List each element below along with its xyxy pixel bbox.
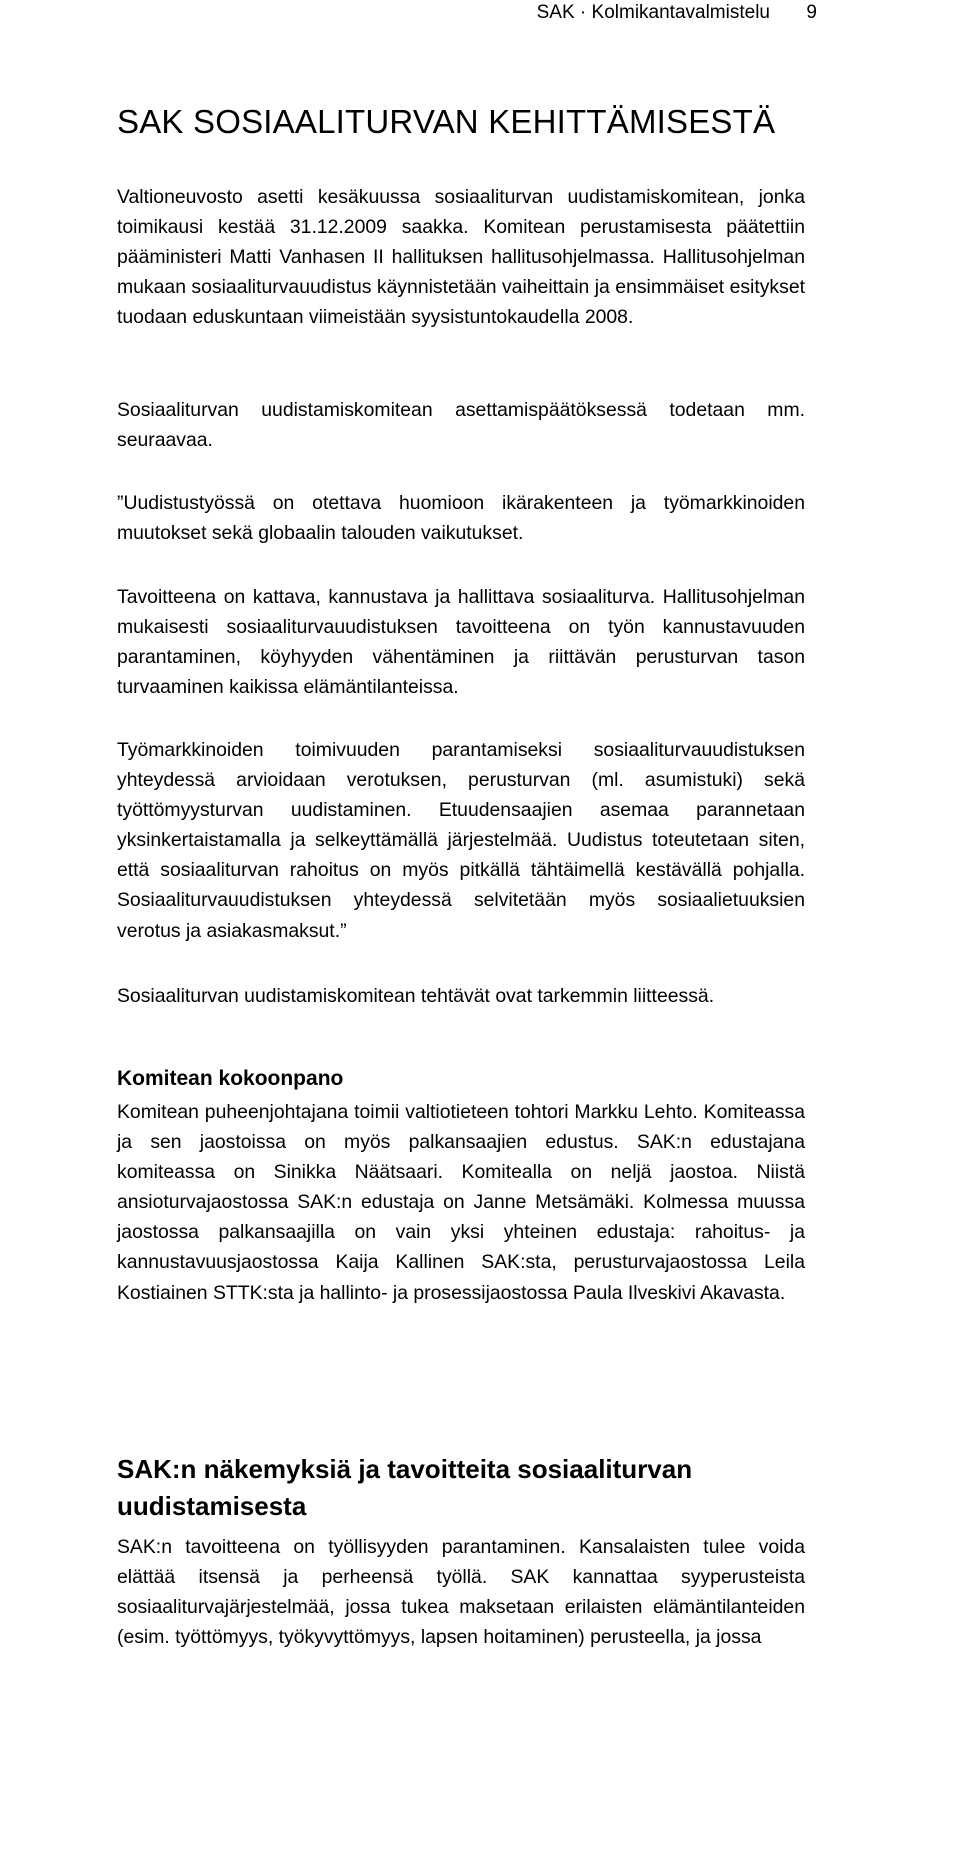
section-heading-komitea: Komitean kokoonpano	[117, 1067, 344, 1090]
quote-paragraph-3: Työmarkkinoiden toimivuuden parantamiseksi sosiaaliturvauudistuksen yhteydessä arvioidaan verotuksen, perusturvan (ml. asumistuki) sekä työttömyysturvan uudistaminen. Etuudensaajien asemaa parannetaan yksinkertaistamalla ja selkeyttämällä järjestelmää. Uudistus toteutetaan siten, että sosiaaliturvan rahoitus on myös pitkällä tähtäimellä kestävällä pohjalla. Sosiaaliturvauudistuksen yhteydessä selvitetään myös sosiaalietuuksien verotus ja asiakasmaksut.”	[117, 739, 805, 942]
section-heading-sak: SAK:n näkemyksiä ja tavoitteita sosiaaliturvan uudistamisesta	[117, 1454, 693, 1521]
paragraph-appendix: Sosiaaliturvan uudistamiskomitean tehtävät ovat tarkemmin liitteessä.	[117, 985, 715, 1007]
quote-paragraph-2: Tavoitteena on kattava, kannustava ja hallittava sosiaaliturva. Hallitusohjelman mukaisesti sosiaaliturvauudistuksen tavoitteena on työn kannustavuuden parantaminen, köyhyyden vähentäminen ja riittävän perusturvan tason turvaaminen kaikissa elämäntilanteissa.	[117, 586, 805, 699]
quote-paragraph-1: ”Uudistustyössä on otettava huomioon ikärakenteen ja työmarkkinoiden muutokset sekä globaalin talouden vaikutukset.	[117, 492, 805, 545]
paragraph-decision: Sosiaaliturvan uudistamiskomitean asettamispäätöksessä todetaan mm. seuraavaa.	[117, 399, 805, 452]
page-number: 9	[806, 2, 817, 23]
main-heading: SAK SOSIAALITURVAN KEHITTÄMISESTÄ	[117, 103, 776, 140]
section-text-sak: SAK:n tavoitteena on työllisyyden parantaminen. Kansalaisten tulee voida elättää itsensä ja perheensä työllä. SAK kannattaa syyperusteista sosiaaliturvajärjestelmää, jossa tukea maksetaan erilaisten elämäntilanteiden (esim. työttömyys, työkyvyttömyys, lapsen hoitaminen) perusteella, ja jossa	[117, 1536, 805, 1649]
section-text-komitea: Komitean puheenjohtajana toimii valtiotieteen tohtori Markku Lehto. Komiteassa ja sen jaostoissa on myös palkansaajien edustus. SAK:n edustajana komiteassa on Sinikka Näätsaari. Komitealla on neljä jaostoa. Niistä ansioturvajaostossa SAK:n edustaja on Janne Metsämäki. Kolmessa muussa jaostossa palkansaajilla on vain yksi yhteinen edustaja: rahoitus- ja kannustavuusjaostossa Kaija Kallinen SAK:sta, perusturvajaostossa Leila Kostiainen STTK:sta ja hallinto- ja prosessijaostossa Paula Ilveskivi Akavasta.	[117, 1101, 805, 1304]
header-title: SAK · Kolmikantavalmistelu	[536, 2, 770, 23]
page-header	[0, 0, 960, 30]
intro-paragraph: Valtioneuvosto asetti kesäkuussa sosiaaliturvan uudistamiskomitean, jonka toimikausi kestää 31.12.2009 saakka. Komitean perustamisesta päätettiin pääministeri Matti Vanhasen II hallituksen hallitusohjelmassa. Hallitusohjelman mukaan sosiaaliturvauudistus käynnistetään vaiheittain ja ensimmäiset esitykset tuodaan eduskuntaan viimeistään syysistuntokaudella 2008.	[117, 186, 805, 329]
